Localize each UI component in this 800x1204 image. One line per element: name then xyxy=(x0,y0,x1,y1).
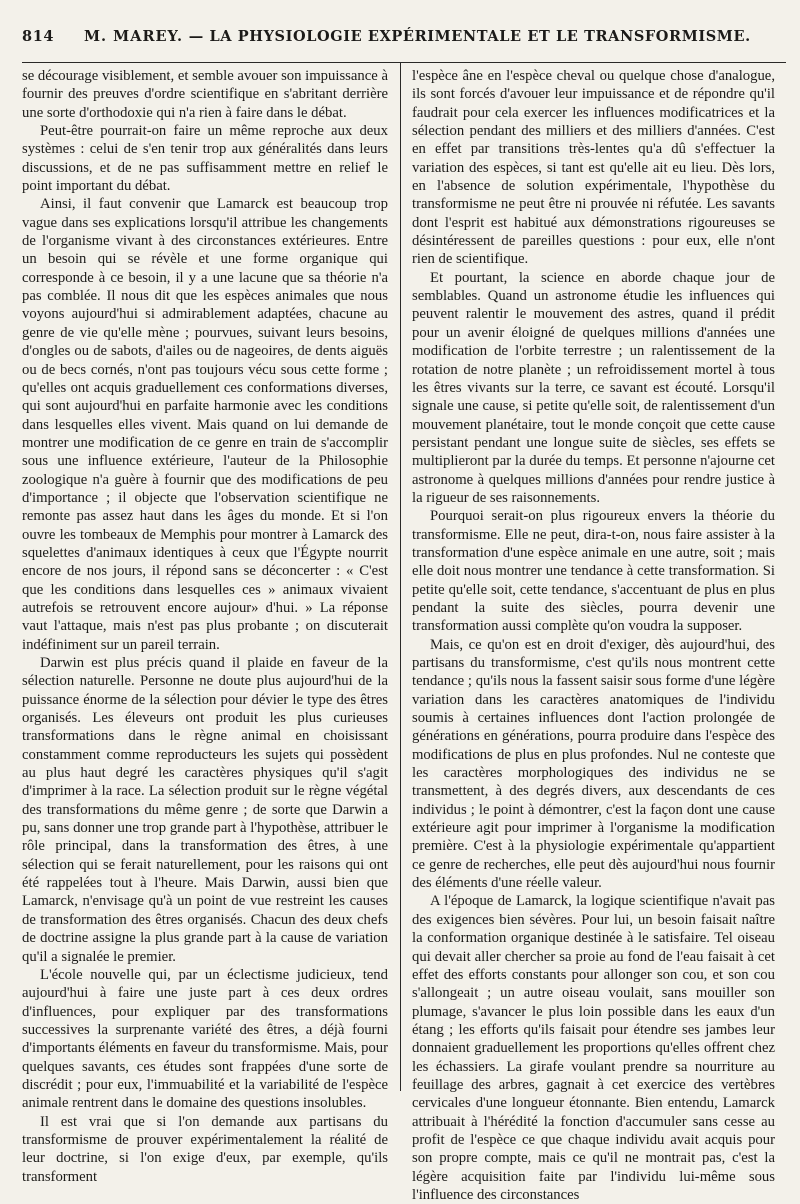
paragraph: Mais, ce qu'on est en droit d'exiger, dès aujourd'hui, des partisans du transformisme, c'est qu'ils nous montrent cette tendance ; qu'ils nous la fassent saisir sous forme d'une légère variation dans les caractères anatomiques de l'individu soumis à certaines influences dont l'action prolongée de générations en générations, pourra produire dans l'espèce des modifications de plus en plus profondes. Nul ne conteste que les caractères morphologiques des individus ne se transmettent, à des degrés divers, aux descendants de ces individus ; le point à démontrer, c'est la façon dont une cause extérieure agit pour imprimer à l'organisme la modification première. C'est à la physiologie expérimentale qu'appartient ce genre de recherches, elle peut dès aujourd'hui nous fournir des éléments d'une réelle valeur. xyxy=(412,636,775,892)
paragraph: A l'époque de Lamarck, la logique scientifique n'avait pas des exigences bien sévères. Pour lui, un besoin faisait naître la conformation organique destinée à le satisfaire. Tel oiseau qui devait aller chercher sa proie au fond de l'eau faisait à cet effet des efforts constants pour allonger son cou, et son cou s'allongeait ; un autre oiseau voulait, sans mouiller son plumage, s'avancer le plus loin possible dans les eaux d'un étang ; les efforts qu'ils faisait pour étendre ses jambes leur donnaient graduellement les proportions qu'elles offrent chez les échassiers. La girafe voulant prendre sa nourriture au feuillage des arbres, gagnait à cet exercice des vertèbres cervicales d'une longueur étonnante. Bien entendu, Lamarck attribuait à l'hérédité la fonction d'accumuler sans cesse au profit de l'espèce ce que chaque individu avait acquis pour son propre compte, mais ce qu'il ne montrait pas, c'est la légère acquisition faite par l'individu lui-même sous l'influence des circonstances xyxy=(412,893,775,1203)
paragraph: se décourage visiblement, et semble avouer son impuissance à fournir des preuves d'ordre scientifique en s'abritant derrière une sorte d'orthodoxie qui n'a rien à faire dans le débat. xyxy=(22,68,388,121)
article-title: — LA PHYSIOLOGIE EXPÉRIMENTALE ET LE TRANSFORMISME. xyxy=(188,28,751,45)
paragraph: Darwin est plus précis quand il plaide en faveur de la sélection naturelle. Personne ne doute plus aujourd'hui de la puissance énorme de la sélection pour dévier le type des êtres organisés. Les éleveurs ont produit les plus curieuses transformations dans le règne animal en choisissant constamment comme reproducteurs les sujets qui possèdent au plus haut degré les caractères physiques qu'il s'agit d'imprimer à la race. La sélection produit sur le règne végétal des transformations du même genre ; de sorte que Darwin a pu, sans donner une trop grande part à l'hypothèse, attribuer le rôle principal, dans la transformation des êtres, à une sélection qui se ferait naturellement, pour les raisons qui ont été rappelées tout à l'heure. Mais Darwin, aussi bien que Lamarck, n'envisage qu'à un point de vue restreint les causes de transformation des êtres organisés. Chacun des deux chefs de doctrine assigne la plus grande part à la cause de variation qu'il a signalée le premier. xyxy=(22,655,388,965)
right-column xyxy=(401,63,779,1203)
running-title xyxy=(84,28,786,45)
paragraph: L'école nouvelle qui, par un éclectisme judicieux, tend aujourd'hui à faire une juste part à ces deux ordres d'influences, pour expliquer par des transformations successives la surprenante variété des êtres, a déjà fourni d'importants éléments en faveur du transformisme. Mais, pour quelques savants, ces études sont frappées d'une sorte de discrédit ; pour eux, l'immuabilité et la variabilité de l'espèce animale rentrent dans le domaine des questions insolubles. xyxy=(22,966,388,1112)
running-header xyxy=(22,28,786,63)
left-column xyxy=(22,63,400,1185)
author-name: M. MAREY. xyxy=(84,28,184,45)
text-columns xyxy=(22,63,786,1203)
paragraph: l'espèce âne en l'espèce cheval ou quelque chose d'analogue, ils sont forcés d'avouer leur impuissance et de répondre qu'il faudrait pour cela exercer les influences modificatrices et la sélection pendant des milliers et des milliers d'années. C'est en effet par transitions très-lentes qu'a dû s'effectuer la variation des espèces, si tant est qu'elle ait eu lieu. Dès lors, en l'absence de solution expérimentale, l'hypothèse du transformisme ne peut être ni prouvée ni réfutée. Les savants dont l'esprit est habitué aux démonstrations rigoureuses se désintéressent de pareilles questions : pour eux, elle n'ont rien de scientifique. xyxy=(412,68,775,268)
paragraph: Il est vrai que si l'on demande aux partisans du transformisme de prouver expérimentalement la réalité de leur doctrine, si l'on exige d'eux, par exemple, qu'ils transforment xyxy=(22,1113,388,1185)
paragraph: Ainsi, il faut convenir que Lamarck est beaucoup trop vague dans ses explications lorsqu'il attribue les changements de l'organisme vivant à des circonstances extérieures. Entre un besoin qui se révèle et une forme organique qui corresponde à ce besoin, il y a une lacune que sa théorie n'a pas comblée. Il nous dit que les espèces animales que nous voyons aujourd'hui si admirablement adaptées, chacune au genre de vie qu'elle mène ; pourvues, suivant leurs besoins, d'ongles ou de sabots, d'ailes ou de nageoires, de dents aiguës ou de becs cornés, n'ont pas toujours vécu sous cette forme ; qu'elles ont acquis graduellement ces conformations diverses, qui sont aujourd'hui en parfaite harmonie avec les conditions dans lesquelles elles vivent. Mais quand on lui demande de montrer une modification de ce genre en train de s'accomplir sous une influence extérieure, l'auteur de la Philosophie zoologique n'a guère à fournir que des modifications de peu d'importance ; il objecte que l'observation scientifique ne remonte pas assez haut dans les âges du monde. Et si l'on ouvre les tombeaux de Memphis pour montrer à Lamarck des squelettes d'animaux identiques à ceux que l'Égypte nourrit encore de nos jours, il répond sans se déconcerter : « C'est que les conditions dans lesquelles ces » animaux vivaient autrefois se retrouvent encore aujour» d'hui. » La réponse vaut l'attaque, mais n'est pas plus probante ; on discuterait indéfiniment sur un pareil terrain. xyxy=(22,196,388,653)
paragraph: Pourquoi serait-on plus rigoureux envers la théorie du transformisme. Elle ne peut, dira-t-on, nous faire assister à la transformation d'une espèce animale en une autre, soit ; mais elle doit nous montrer une tendance à cette transformation. Si petite qu'elle soit, cette tendance, s'accentuant de plus en plus pendant la suite des siècles, pourra devenir une transformation aussi complète qu'on voudra la supposer. xyxy=(412,508,775,635)
paragraph: Peut-être pourrait-on faire un même reproche aux deux systèmes : celui de s'en tenir trop aux généralités dans leurs discussions, et de ne pas suffisamment mettre en relief le point important du débat. xyxy=(22,123,388,195)
page-number: 814 xyxy=(22,28,55,45)
paragraph: Et pourtant, la science en aborde chaque jour de semblables. Quand un astronome étudie les influences qui peuvent ralentir le mouvement des astres, quand il prédit pour un avenir éloigné de quelques millions d'années une modification de l'orbite terrestre ; un ralentissement de la rotation de notre planète ; un refroidissement mortel à tous les êtres vivants sur la terre, ce savant est écouté. Lorsqu'il signale une cause, si petite qu'elle soit, de ralentissement d'un mouvement planétaire, tout le monde conçoit que cette cause persistant pendant une longue suite de siècles, ses effets se multiplieront par la durée du temps. Et personne n'ajourne cet astronome à quelques millions d'années pour rendre justice à la rigueur de ses raisonnements. xyxy=(412,269,775,506)
